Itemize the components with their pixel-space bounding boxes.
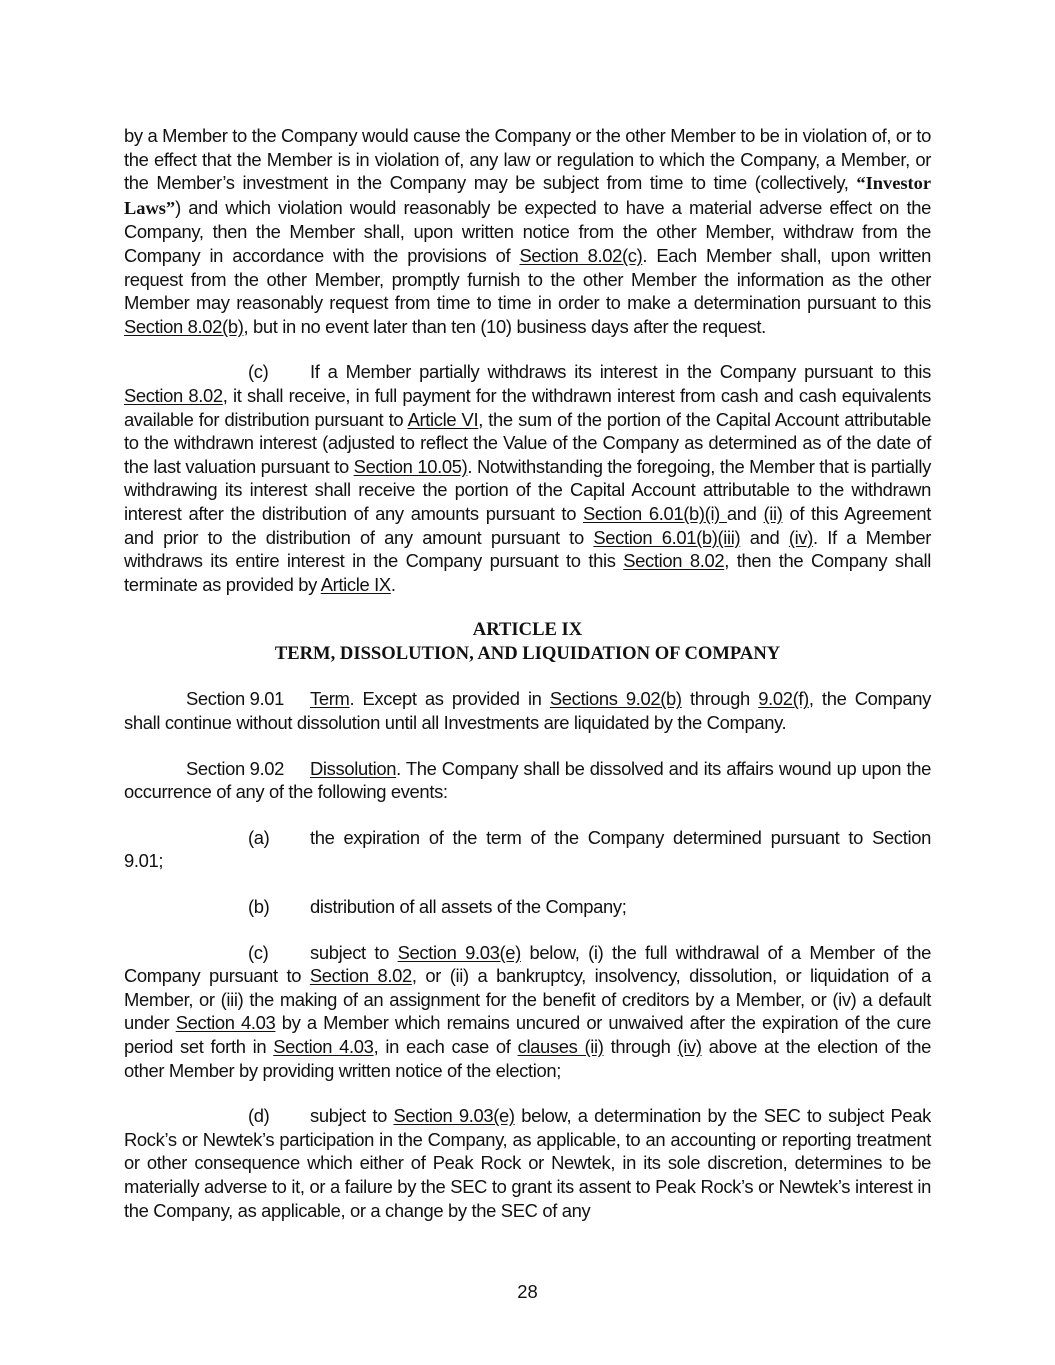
- cross-reference-link: Section 6.01(b)(iii): [593, 526, 741, 548]
- cross-reference-link: Section 4.03: [273, 1036, 374, 1057]
- text-run: subject to: [310, 1105, 394, 1127]
- cross-reference-link: 9.02(f): [758, 688, 809, 710]
- text-run: , then the Company shall terminate as provided by: [124, 550, 932, 595]
- text-run: , it shall receive, in full payment for the withdrawn interest from cash and cash equivalents available for distribution pursuant to: [124, 384, 931, 430]
- clause-label: (c): [248, 361, 269, 383]
- article-title: TERM, DISSOLUTION, AND LIQUIDATION OF COMPANY: [274, 642, 781, 664]
- text-run: and: [726, 502, 764, 524]
- cross-reference-link: Section 9.03(e): [393, 1105, 515, 1127]
- cross-reference-link: Section 8.02: [623, 550, 725, 572]
- text-run: . Each Member shall, upon written request from the other Member, promptly furnish to the other Member the information as the other Member may reasonably request from time to time in order to make a determination pursuant to this: [124, 244, 931, 314]
- text-run: . Notwithstanding the foregoing, the Member that is partially withdrawing its interest shall receive the portion of the Capital Account attributable to the withdrawn interest after the distribution of any amounts pursuant to: [124, 455, 931, 524]
- text-run: through: [681, 688, 759, 710]
- clause-body: the expiration of the term of the Company determined pursuant to Section: [310, 826, 931, 848]
- text-run: If a Member partially withdraws its interest in the Company pursuant to this: [310, 361, 931, 383]
- cross-reference-link: Article VI: [407, 408, 479, 430]
- clause-label: (d): [248, 1105, 270, 1127]
- cross-reference-link: Section 6.01(b)(i): [583, 502, 727, 524]
- cross-reference-link: Sections 9.02(b): [549, 688, 682, 710]
- document-page: [124, 124, 931, 1244]
- section-number: Section 9.02: [186, 757, 285, 779]
- text-run: , or (ii) a bankruptcy, insolvency, dissolution, or liquidation of a Member, or (iii) the making of an assignment for the benefit of creditors by a Member, or (iv) a default under: [124, 965, 931, 1034]
- clause-a: [124, 826, 931, 873]
- article-number: ARTICLE IX: [472, 619, 583, 641]
- text-run: , but in no event later than ten (10) business days after the request.: [243, 315, 766, 337]
- page-number: 28: [517, 1281, 538, 1302]
- cross-reference-link: Section 8.02(b): [124, 315, 244, 337]
- clause-body: [310, 896, 627, 917]
- cross-reference-link: Section 8.02(c): [519, 244, 643, 266]
- text-run: below, a determination by the SEC to subject Peak Rock’s or Newtek’s participation in the Company, as applicable, to an accounting or reporting treatment or other consequence which either of Peak Rock or Newtek, in its sole discretion, determines to be materially adverse to it, or a failure by the SEC to grant its assent to Peak Rock’s or Newtek’s interest in the Company, as applicable, or a change by the SEC of any: [124, 1105, 931, 1221]
- clause-body: [124, 1105, 931, 1220]
- text-run: by a Member to the Company would cause the Company or the other Member to be in violation of, or to the effect that the Member is in violation of, any law or regulation to which the Company, a Member, or the Member’s investment in the Company may be subject from time to time (collectively,: [124, 125, 931, 194]
- text-run: and: [740, 526, 789, 548]
- section-9-02: [124, 757, 931, 804]
- defined-term: “Investor Laws”: [124, 173, 931, 218]
- text-run: , in each case of: [373, 1036, 518, 1057]
- cross-reference-link: Section 10.05): [353, 455, 468, 477]
- text-run: by a Member which remains uncured or unwaived after the expiration of the cure period set forth in: [124, 1012, 931, 1057]
- cross-reference-link: clauses (ii): [517, 1036, 604, 1057]
- section-heading: Dissolution: [310, 757, 397, 779]
- text-run: of this Agreement and prior to the distribution of any amount pursuant to: [124, 502, 931, 548]
- cross-reference-link: (ii): [763, 502, 783, 524]
- section-9-01: [124, 687, 931, 734]
- cross-reference-link: (iv): [677, 1036, 702, 1057]
- cross-reference-link: Article IX: [320, 573, 391, 595]
- clause-label: (c): [248, 941, 269, 963]
- cross-reference-link: Section 4.03: [175, 1012, 276, 1034]
- text-run: through: [603, 1036, 678, 1057]
- text-run: , the Company shall continue without dissolution until all Investments are liquidated by the Company.: [124, 688, 931, 734]
- clause-body: [124, 361, 931, 594]
- text-run: subject to: [310, 941, 398, 963]
- clause-c: [124, 941, 931, 1083]
- text-run: distribution of all assets of the Company;: [310, 896, 627, 918]
- clause-b: [124, 895, 931, 919]
- article-heading: [124, 618, 931, 665]
- text-run: . If a Member withdraws its entire interest in the Company pursuant to this: [124, 526, 931, 572]
- paragraph-investor-laws: [124, 124, 931, 338]
- clause-continuation: 9.01;: [124, 850, 164, 872]
- text-run: . Except as provided in: [349, 688, 550, 710]
- text-run: below, (i) the full withdrawal of a Member of the Company pursuant to: [124, 941, 931, 987]
- text-run: , the sum of the portion of the Capital Account attributable to the withdrawn interest (adjusted to reflect the Value of the Company as determined as of the date of the last valuation pursuant to: [124, 408, 931, 477]
- clause-body: [124, 942, 931, 1081]
- clause-label: (a): [248, 826, 270, 848]
- cross-reference-link: Section 9.03(e): [397, 941, 521, 963]
- text-run: ) and which violation would reasonably be expected to have a material adverse effect on the Company, then the Member shall, upon written notice from the other Member, withdraw from the Company in accordance with the provisions of: [124, 196, 931, 266]
- section-number: Section 9.01: [186, 688, 285, 710]
- section-heading: Term: [310, 688, 350, 710]
- text-run: .: [390, 573, 396, 595]
- text-run: above at the election of the other Member by providing written notice of the election;: [124, 1036, 932, 1081]
- paragraph-section-8-02-c: [124, 360, 931, 596]
- clause-d: [124, 1104, 931, 1222]
- text-run: . The Company shall be dissolved and its affairs wound up upon the occurrence of any of the following events:: [124, 757, 931, 803]
- clause-label: (b): [248, 896, 270, 918]
- cross-reference-link: Section 8.02: [309, 965, 412, 987]
- cross-reference-link: (iv): [788, 526, 814, 548]
- cross-reference-link: Section 8.02: [124, 384, 223, 406]
